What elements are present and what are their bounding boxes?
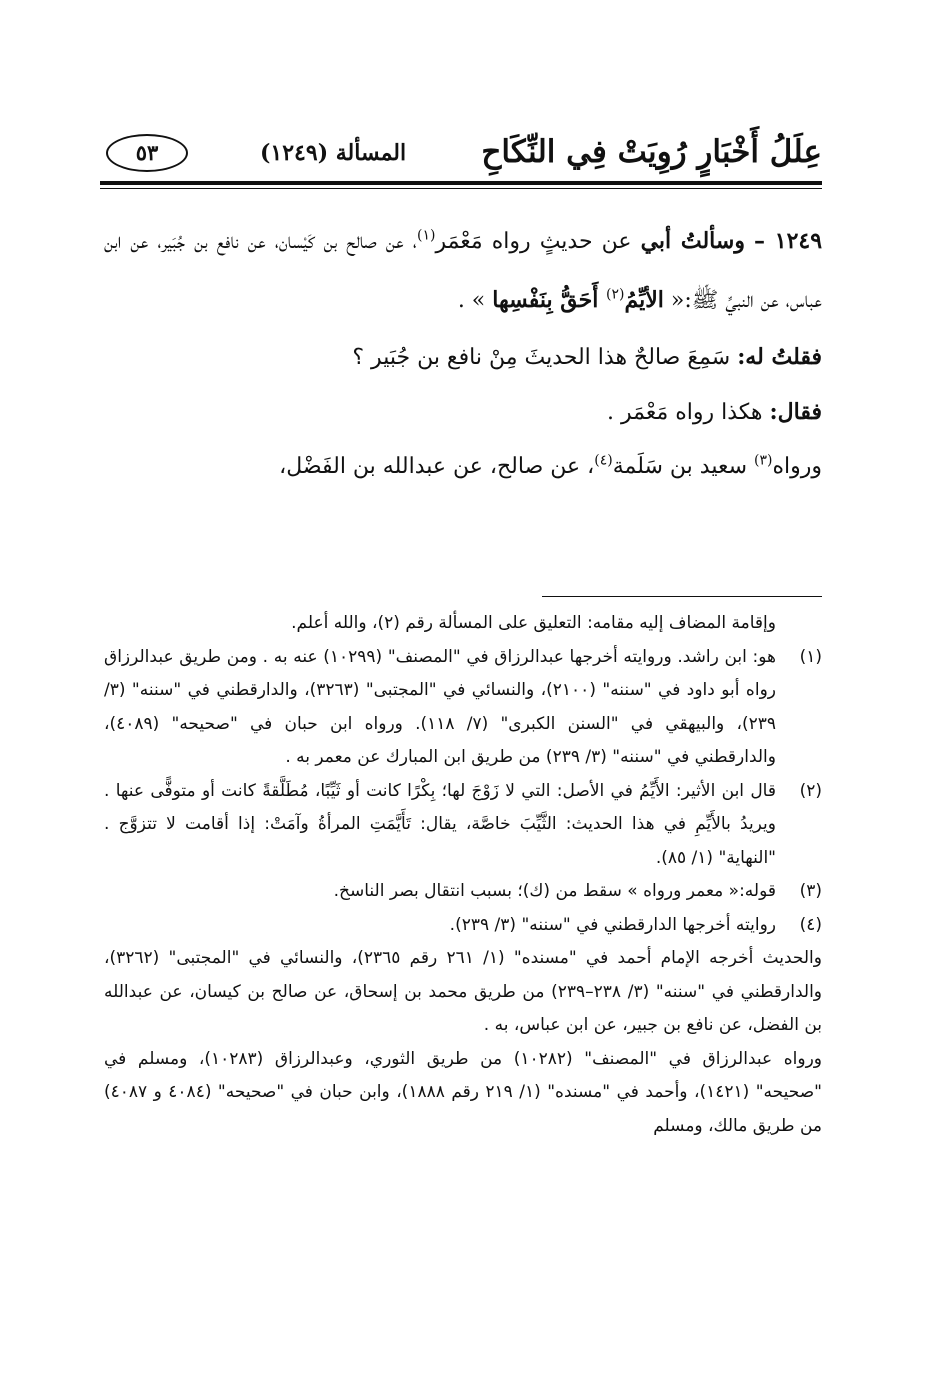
footnote-number: (٣) xyxy=(799,881,822,901)
footnote-carry-over: وإقامة المضاف إليه مقامه: التعليق على المسألة رقم (٢)، والله أعلم. xyxy=(291,613,776,633)
footnote-paragraph-2: ورواه عبدالرزاق في "المصنف" (١٠٢٨٢) من طريق الثوري، وعبدالرزاق (١٠٢٨٣)، ومسلم في "صحيحه" (١٤٢١)، وأحمد في "مسنده" (١/ ٢١٩ رقم ١٨٨٨)، وابن حبان في "صحيحه" (٤٠٨٤ و ٤٠٨٧) من طريق مالك، ومسلم xyxy=(104,1048,823,1136)
question-text: عن حديثٍ رواه مَعْمَر xyxy=(435,229,632,254)
narration-text: ورواه xyxy=(772,454,822,479)
footnote-text: قال ابن الأثير: الأَيِّمُ في الأصل: التي لا زَوْجَ لها؛ بِكْرًا كانت أو ثَيِّبًا، مُطَلَّقةً كانت أو متوفًّى عنها . ويريدُ بالأَيِّمِ في هذا الحديث: الثَّيِّبَ خاصَّة، يقال: تَأَيَّمَتِ المرأةُ وآمَتْ: إذا أقامت لا تتزوَّج . "النهاية" (١/ ٨٥). xyxy=(104,780,776,868)
footnote-text: روايته أخرجها الدارقطني في "سننه" (٣/ ٢٣٩). xyxy=(449,914,776,935)
footnote-number: (٤) xyxy=(799,914,822,935)
narration-text-3: ، عن صالح، عن عبدالله بن الفَضْل، xyxy=(279,454,595,479)
footnote-ref-1: (١) xyxy=(416,227,436,244)
answer xyxy=(104,385,822,440)
footnote-2 xyxy=(104,775,822,876)
footnote-ref-2: (٢) xyxy=(606,286,625,303)
question-end: » . xyxy=(457,288,493,313)
footnote-ref-4: (٤) xyxy=(594,452,613,469)
page-number: ٥٣ xyxy=(106,134,188,172)
hadith-text: الأيِّمُ xyxy=(624,287,664,313)
header-rule-thin xyxy=(100,188,822,189)
question-paragraph xyxy=(104,212,822,330)
narration xyxy=(104,440,822,494)
question-number: ١٢٤٩ – xyxy=(754,228,823,254)
footnote-text: هو: ابن راشد. وروايته أخرجها عبدالرزاق في "المصنف" (١٠٢٩٩) عنه به . ومن طريق عبدالرزاق رواه أبو داود في "سننه" (٢١٠٠)، والنسائي في "المجتبى" (٣٢٦٣)، والدارقطني في "سننه" (٣/ ٢٣٩)، والبيهقي في "السنن الكبرى" (٧/ ١١٨). ورواه ابن حبان في "صحيحه" (٤٠٨٩)، والدارقطني في "سننه" (٣/ ٢٣٩) من طريق ابن المبارك عن معمر به . xyxy=(104,646,777,767)
issue-label: المسألة (١٢٤٩) xyxy=(260,140,407,166)
footnote-1 xyxy=(104,641,822,775)
hadith-text-cont: أَحَقُّ بِنَفْسِها xyxy=(492,287,607,313)
footnote-ref-3: (٣) xyxy=(754,452,773,469)
footnotes xyxy=(104,607,822,1143)
footnote-paragraph-1: والحديث أخرجه الإمام أحمد في "مسنده" (١/ ٢٦١ رقم ٢٣٦٥)، والنسائي في "المجتبى" (٣٢٦٢)، والدارقطني في "سننه" (٣/ ٢٣٨–٢٣٩) من طريق محمد بن إسحاق، عن صالح بن كيسان، عن عبدالله بن الفضل، عن نافع بن جبير، عن ابن عباس، به . xyxy=(104,948,822,1035)
page-header xyxy=(100,130,822,178)
answer-label: فقال: xyxy=(769,399,822,425)
follow-up-label: فقلتُ له: xyxy=(737,344,822,370)
answer-text: هكذا رواه مَعْمَر . xyxy=(607,400,770,425)
footnote-divider xyxy=(542,596,822,597)
footnote-number: (٢) xyxy=(799,780,822,801)
footnote-4 xyxy=(104,909,822,943)
footnote-text: قوله:« معمر ورواه » سقط من (ك)؛ بسبب انتقال بصر الناسخ. xyxy=(333,881,776,901)
narration-text-2: سعيد بن سَلَمة xyxy=(612,454,755,479)
question-text-cont: ، عن صالح بن كَيْسان، عن نافع بن جُبَير، عن ابن عباس، عن النبيِّ ﷺ:« xyxy=(104,229,822,313)
header-rule-thick xyxy=(100,181,822,185)
follow-up-text: سَمِعَ صالحٌ هذا الحديثَ مِنْ نافع بن جُبَير ؟ xyxy=(352,345,738,370)
question-lead: وسألتُ أبي xyxy=(640,228,745,254)
footnote-number: (١) xyxy=(799,646,822,667)
footnote-3 xyxy=(104,875,822,909)
follow-up-question xyxy=(104,330,822,385)
main-text xyxy=(104,212,822,494)
running-title: عِلَلُ أَخْبَارٍ رُوِيَتْ فِي النِّكَاحِ xyxy=(481,134,822,170)
